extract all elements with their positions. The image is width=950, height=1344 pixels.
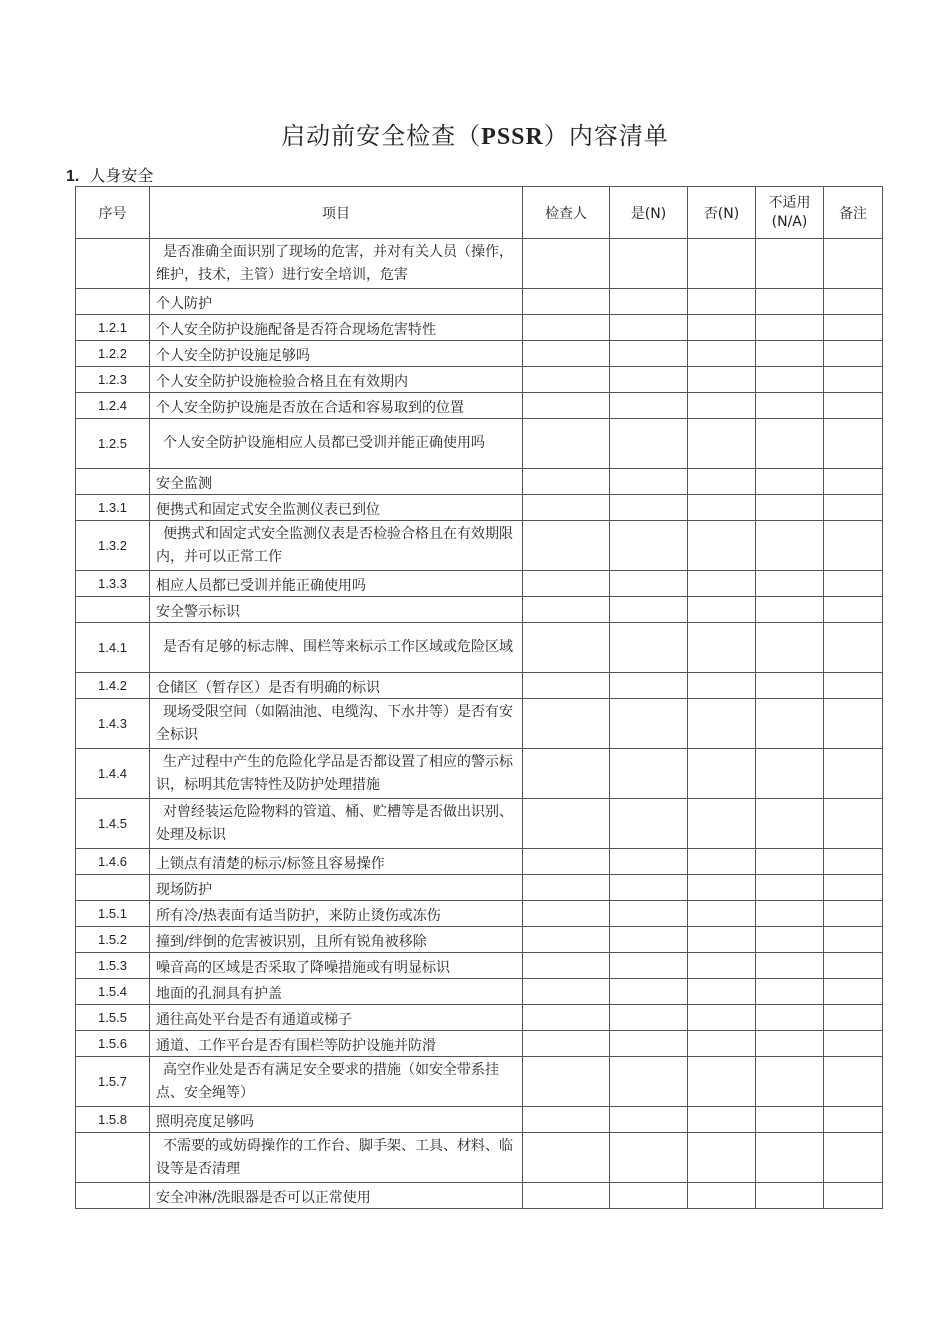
- inspector-cell[interactable]: [523, 849, 610, 875]
- na-cell[interactable]: [756, 849, 824, 875]
- pssr-checklist-table: [75, 186, 883, 1209]
- row-item-text: 便携式和固定式安全监测仪表已到位: [156, 502, 380, 518]
- na-cell[interactable]: [756, 979, 824, 1005]
- remark-cell[interactable]: [824, 239, 883, 289]
- row-item-text: 噪音高的区域是否采取了降噪措施或有明显标识: [156, 960, 450, 976]
- remark-cell[interactable]: [824, 1005, 883, 1031]
- remark-cell[interactable]: [824, 597, 883, 623]
- remark-cell[interactable]: [824, 393, 883, 419]
- remark-cell[interactable]: [824, 469, 883, 495]
- table-row: [76, 979, 883, 1005]
- row-item-text: 相应人员都已受训并能正确使用吗: [156, 578, 366, 594]
- na-cell[interactable]: [756, 927, 824, 953]
- no-cell[interactable]: [688, 367, 756, 393]
- no-cell[interactable]: [688, 623, 756, 673]
- na-cell[interactable]: [756, 1183, 824, 1209]
- section-number: 1.: [66, 168, 80, 185]
- yes-cell[interactable]: [610, 571, 688, 597]
- row-item-text: 撞到/绊倒的危害被识别，且所有锐角被移除: [156, 934, 427, 950]
- row-item-text: 现场防护: [156, 882, 212, 898]
- no-cell[interactable]: [688, 1107, 756, 1133]
- table-row: [76, 699, 883, 749]
- row-item-text: 高空作业处是否有满足安全要求的措施（如安全带系挂点、安全绳等）: [156, 1061, 499, 1101]
- row-number: [76, 239, 150, 289]
- row-item-text: 地面的孔洞具有护盖: [156, 986, 282, 1002]
- remark-cell[interactable]: [824, 521, 883, 571]
- row-number: [76, 875, 150, 901]
- no-cell[interactable]: [688, 749, 756, 799]
- row-number: 1.5.6: [76, 1031, 150, 1057]
- no-cell[interactable]: [688, 1057, 756, 1107]
- row-item-cell: [150, 1107, 523, 1133]
- row-number: 1.5.4: [76, 979, 150, 1005]
- remark-cell[interactable]: [824, 849, 883, 875]
- na-cell[interactable]: [756, 875, 824, 901]
- no-cell[interactable]: [688, 673, 756, 699]
- remark-cell[interactable]: [824, 927, 883, 953]
- row-number: 1.3.3: [76, 571, 150, 597]
- yes-cell[interactable]: [610, 749, 688, 799]
- row-item-cell: [150, 623, 523, 673]
- remark-cell[interactable]: [824, 1031, 883, 1057]
- row-item-cell: [150, 571, 523, 597]
- row-number: [76, 289, 150, 315]
- row-item-text: 仓储区（暂存区）是否有明确的标识: [156, 680, 380, 696]
- inspector-cell[interactable]: [523, 341, 610, 367]
- table-row: [76, 623, 883, 673]
- inspector-cell[interactable]: [523, 597, 610, 623]
- document-title: 启动前安全检查（PSSR）内容清单: [281, 122, 669, 150]
- row-item-cell: [150, 419, 523, 469]
- no-cell[interactable]: [688, 469, 756, 495]
- table-row: [76, 315, 883, 341]
- no-cell[interactable]: [688, 239, 756, 289]
- na-cell[interactable]: [756, 367, 824, 393]
- row-item-text: 安全警示标识: [156, 604, 240, 620]
- yes-cell[interactable]: [610, 341, 688, 367]
- na-cell[interactable]: [756, 521, 824, 571]
- row-item-text: 个人安全防护设施足够吗: [156, 348, 310, 364]
- yes-cell[interactable]: [610, 289, 688, 315]
- row-item-text: 便携式和固定式安全监测仪表是否检验合格且在有效期限内，并可以正常工作: [156, 525, 513, 565]
- row-item-text: 所有冷/热表面有适当防护，来防止烫伤或冻伤: [156, 908, 441, 924]
- no-cell[interactable]: [688, 521, 756, 571]
- table-row: [76, 875, 883, 901]
- row-number: 1.5.1: [76, 901, 150, 927]
- remark-cell[interactable]: [824, 315, 883, 341]
- row-number: 1.4.5: [76, 799, 150, 849]
- no-cell[interactable]: [688, 571, 756, 597]
- table-header-row: [76, 187, 883, 239]
- inspector-cell[interactable]: [523, 367, 610, 393]
- table-row: [76, 521, 883, 571]
- table-row: [76, 799, 883, 849]
- remark-cell[interactable]: [824, 367, 883, 393]
- inspector-cell[interactable]: [523, 749, 610, 799]
- table-row: [76, 289, 883, 315]
- inspector-cell[interactable]: [523, 521, 610, 571]
- row-item-cell: [150, 875, 523, 901]
- na-cell[interactable]: [756, 1107, 824, 1133]
- row-item-cell: [150, 1183, 523, 1209]
- table-row: [76, 571, 883, 597]
- inspector-cell[interactable]: [523, 1107, 610, 1133]
- row-item-cell: [150, 901, 523, 927]
- remark-cell[interactable]: [824, 495, 883, 521]
- row-item-text: 上锁点有清楚的标示/标签且容易操作: [156, 856, 385, 872]
- no-cell[interactable]: [688, 979, 756, 1005]
- na-cell[interactable]: [756, 419, 824, 469]
- table-row: [76, 1107, 883, 1133]
- remark-cell[interactable]: [824, 1107, 883, 1133]
- no-cell[interactable]: [688, 393, 756, 419]
- row-item-text: 个人安全防护设施是否放在合适和容易取到的位置: [156, 400, 464, 416]
- header-remark: 备注: [824, 187, 883, 239]
- yes-cell[interactable]: [610, 901, 688, 927]
- row-number: 1.3.1: [76, 495, 150, 521]
- yes-cell[interactable]: [610, 623, 688, 673]
- yes-cell[interactable]: [610, 927, 688, 953]
- row-number: [76, 469, 150, 495]
- row-item-text: 个人安全防护设施配备是否符合现场危害特性: [156, 322, 436, 338]
- no-cell[interactable]: [688, 927, 756, 953]
- row-item-cell: [150, 799, 523, 849]
- row-number: 1.2.2: [76, 341, 150, 367]
- na-cell[interactable]: [756, 1031, 824, 1057]
- no-cell[interactable]: [688, 901, 756, 927]
- inspector-cell[interactable]: [523, 469, 610, 495]
- table-row: [76, 927, 883, 953]
- inspector-cell[interactable]: [523, 623, 610, 673]
- yes-cell[interactable]: [610, 1107, 688, 1133]
- na-cell[interactable]: [756, 571, 824, 597]
- table-row: [76, 239, 883, 289]
- remark-cell[interactable]: [824, 799, 883, 849]
- row-item-cell: [150, 1031, 523, 1057]
- row-item-text: 安全监测: [156, 476, 212, 492]
- no-cell[interactable]: [688, 953, 756, 979]
- inspector-cell[interactable]: [523, 1183, 610, 1209]
- row-item-text: 对曾经装运危险物料的管道、桶、贮槽等是否做出识别、处理及标识: [156, 803, 513, 843]
- row-number: [76, 1133, 150, 1183]
- table-row: [76, 749, 883, 799]
- no-cell[interactable]: [688, 315, 756, 341]
- remark-cell[interactable]: [824, 289, 883, 315]
- yes-cell[interactable]: [610, 315, 688, 341]
- remark-cell[interactable]: [824, 571, 883, 597]
- row-number: 1.4.6: [76, 849, 150, 875]
- no-cell[interactable]: [688, 849, 756, 875]
- na-cell[interactable]: [756, 495, 824, 521]
- no-cell[interactable]: [688, 1031, 756, 1057]
- no-cell[interactable]: [688, 289, 756, 315]
- inspector-cell[interactable]: [523, 1005, 610, 1031]
- table-row: [76, 1183, 883, 1209]
- no-cell[interactable]: [688, 875, 756, 901]
- no-cell[interactable]: [688, 1183, 756, 1209]
- yes-cell[interactable]: [610, 1057, 688, 1107]
- na-cell[interactable]: [756, 341, 824, 367]
- header-inspector: 检查人: [523, 187, 610, 239]
- inspector-cell[interactable]: [523, 875, 610, 901]
- yes-cell[interactable]: [610, 495, 688, 521]
- inspector-cell[interactable]: [523, 699, 610, 749]
- row-number: [76, 1183, 150, 1209]
- inspector-cell[interactable]: [523, 927, 610, 953]
- inspector-cell[interactable]: [523, 799, 610, 849]
- inspector-cell[interactable]: [523, 571, 610, 597]
- row-item-cell: [150, 521, 523, 571]
- remark-cell[interactable]: [824, 673, 883, 699]
- yes-cell[interactable]: [610, 953, 688, 979]
- table-row: [76, 419, 883, 469]
- inspector-cell[interactable]: [523, 1133, 610, 1183]
- no-cell[interactable]: [688, 699, 756, 749]
- row-item-text: 是否有足够的标志牌、围栏等来标示工作区域或危险区域: [163, 639, 513, 655]
- row-number: 1.5.8: [76, 1107, 150, 1133]
- row-item-text: 现场受限空间（如隔油池、电缆沟、下水井等）是否有安全标识: [156, 703, 513, 743]
- row-number: 1.4.3: [76, 699, 150, 749]
- row-item-text: 个人安全防护设施相应人员都已受训并能正确使用吗: [163, 435, 485, 451]
- no-cell[interactable]: [688, 341, 756, 367]
- row-item-cell: [150, 979, 523, 1005]
- remark-cell[interactable]: [824, 1183, 883, 1209]
- row-item-cell: [150, 469, 523, 495]
- na-cell[interactable]: [756, 315, 824, 341]
- yes-cell[interactable]: [610, 875, 688, 901]
- na-cell[interactable]: [756, 953, 824, 979]
- no-cell[interactable]: [688, 1005, 756, 1031]
- row-number: 1.4.2: [76, 673, 150, 699]
- na-cell[interactable]: [756, 597, 824, 623]
- remark-cell[interactable]: [824, 341, 883, 367]
- table-row: [76, 849, 883, 875]
- row-item-cell: [150, 393, 523, 419]
- na-cell[interactable]: [756, 469, 824, 495]
- yes-cell[interactable]: [610, 367, 688, 393]
- yes-cell[interactable]: [610, 419, 688, 469]
- table-row: [76, 901, 883, 927]
- yes-cell[interactable]: [610, 849, 688, 875]
- yes-cell[interactable]: [610, 1031, 688, 1057]
- inspector-cell[interactable]: [523, 289, 610, 315]
- row-item-cell: [150, 1005, 523, 1031]
- remark-cell[interactable]: [824, 419, 883, 469]
- row-item-text: 不需要的或妨碍操作的工作台、脚手架、工具、材料、临设等是否清理: [156, 1137, 513, 1177]
- na-cell[interactable]: [756, 1133, 824, 1183]
- table-row: [76, 1133, 883, 1183]
- table-row: [76, 367, 883, 393]
- row-number: 1.2.4: [76, 393, 150, 419]
- row-item-text: 安全冲淋/洗眼器是否可以正常使用: [156, 1190, 371, 1206]
- table-row: [76, 1005, 883, 1031]
- remark-cell[interactable]: [824, 901, 883, 927]
- row-number: 1.5.7: [76, 1057, 150, 1107]
- row-item-cell: [150, 849, 523, 875]
- row-item-text: 个人防护: [156, 296, 212, 312]
- row-number: 1.5.5: [76, 1005, 150, 1031]
- yes-cell[interactable]: [610, 1133, 688, 1183]
- row-item-text: 是否准确全面识别了现场的危害，并对有关人员（操作，维护，技术，主管）进行安全培训，危害: [156, 243, 513, 283]
- row-number: 1.5.2: [76, 927, 150, 953]
- header-no-col: 否(N): [688, 187, 756, 239]
- row-number: 1.5.3: [76, 953, 150, 979]
- row-item-cell: [150, 927, 523, 953]
- no-cell[interactable]: [688, 419, 756, 469]
- table-row: [76, 1031, 883, 1057]
- table-row: [76, 393, 883, 419]
- no-cell[interactable]: [688, 495, 756, 521]
- yes-cell[interactable]: [610, 239, 688, 289]
- row-item-cell: [150, 239, 523, 289]
- row-item-cell: [150, 597, 523, 623]
- inspector-cell[interactable]: [523, 979, 610, 1005]
- na-cell[interactable]: [756, 673, 824, 699]
- row-number: 1.2.3: [76, 367, 150, 393]
- no-cell[interactable]: [688, 799, 756, 849]
- yes-cell[interactable]: [610, 521, 688, 571]
- row-item-text: 通道、工作平台是否有围栏等防护设施并防滑: [156, 1038, 436, 1054]
- row-number: 1.4.1: [76, 623, 150, 673]
- yes-cell[interactable]: [610, 979, 688, 1005]
- inspector-cell[interactable]: [523, 1031, 610, 1057]
- row-item-cell: [150, 1133, 523, 1183]
- section-heading: [66, 163, 153, 186]
- na-cell[interactable]: [756, 901, 824, 927]
- table-row: [76, 1057, 883, 1107]
- header-yes: 是(N): [610, 187, 688, 239]
- row-number: 1.3.2: [76, 521, 150, 571]
- row-item-cell: [150, 673, 523, 699]
- row-item-cell: [150, 1057, 523, 1107]
- yes-cell[interactable]: [610, 1183, 688, 1209]
- remark-cell[interactable]: [824, 953, 883, 979]
- table-row: [76, 673, 883, 699]
- row-item-cell: [150, 749, 523, 799]
- remark-cell[interactable]: [824, 623, 883, 673]
- inspector-cell[interactable]: [523, 901, 610, 927]
- row-item-cell: [150, 699, 523, 749]
- no-cell[interactable]: [688, 597, 756, 623]
- inspector-cell[interactable]: [523, 1057, 610, 1107]
- row-number: 1.2.5: [76, 419, 150, 469]
- row-number: 1.4.4: [76, 749, 150, 799]
- table-row: [76, 953, 883, 979]
- table-row: [76, 495, 883, 521]
- yes-cell[interactable]: [610, 673, 688, 699]
- row-item-cell: [150, 367, 523, 393]
- row-item-text: 照明亮度足够吗: [156, 1114, 254, 1130]
- remark-cell[interactable]: [824, 875, 883, 901]
- row-number: [76, 597, 150, 623]
- row-item-text: 生产过程中产生的危险化学品是否都设置了相应的警示标识，标明其危害特性及防护处理措施: [156, 753, 513, 793]
- yes-cell[interactable]: [610, 799, 688, 849]
- remark-cell[interactable]: [824, 1057, 883, 1107]
- na-cell[interactable]: [756, 289, 824, 315]
- row-item-cell: [150, 953, 523, 979]
- yes-cell[interactable]: [610, 699, 688, 749]
- table-row: [76, 597, 883, 623]
- section-title: 人身安全: [89, 166, 154, 185]
- remark-cell[interactable]: [824, 979, 883, 1005]
- yes-cell[interactable]: [610, 597, 688, 623]
- no-cell[interactable]: [688, 1133, 756, 1183]
- remark-cell[interactable]: [824, 1133, 883, 1183]
- header-not-applicable: 不适用(N/A): [756, 187, 824, 239]
- yes-cell[interactable]: [610, 469, 688, 495]
- row-item-text: 通往高处平台是否有通道或梯子: [156, 1012, 352, 1028]
- na-cell[interactable]: [756, 239, 824, 289]
- na-cell[interactable]: [756, 623, 824, 673]
- na-cell[interactable]: [756, 799, 824, 849]
- na-cell[interactable]: [756, 1005, 824, 1031]
- inspector-cell[interactable]: [523, 393, 610, 419]
- remark-cell[interactable]: [824, 749, 883, 799]
- row-item-cell: [150, 289, 523, 315]
- table-row: [76, 341, 883, 367]
- na-cell[interactable]: [756, 699, 824, 749]
- na-cell[interactable]: [756, 1057, 824, 1107]
- na-cell[interactable]: [756, 749, 824, 799]
- yes-cell[interactable]: [610, 393, 688, 419]
- inspector-cell[interactable]: [523, 495, 610, 521]
- inspector-cell[interactable]: [523, 673, 610, 699]
- inspector-cell[interactable]: [523, 239, 610, 289]
- header-no: 序号: [76, 187, 150, 239]
- row-item-cell: [150, 315, 523, 341]
- table-row: [76, 469, 883, 495]
- na-cell[interactable]: [756, 393, 824, 419]
- inspector-cell[interactable]: [523, 953, 610, 979]
- row-item-cell: [150, 341, 523, 367]
- inspector-cell[interactable]: [523, 419, 610, 469]
- row-item-text: 个人安全防护设施检验合格且在有效期内: [156, 374, 408, 390]
- remark-cell[interactable]: [824, 699, 883, 749]
- header-item: 项目: [150, 187, 523, 239]
- yes-cell[interactable]: [610, 1005, 688, 1031]
- row-number: 1.2.1: [76, 315, 150, 341]
- row-item-cell: [150, 495, 523, 521]
- inspector-cell[interactable]: [523, 315, 610, 341]
